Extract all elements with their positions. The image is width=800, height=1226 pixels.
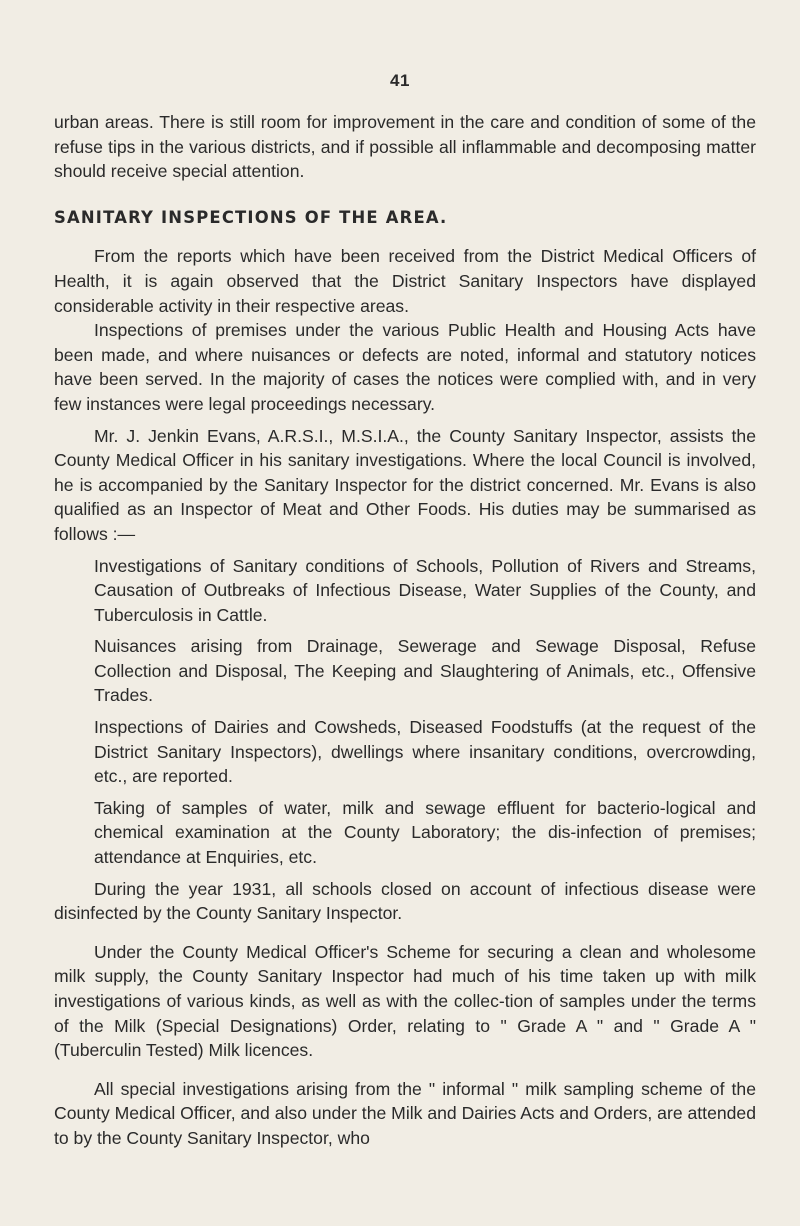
paragraph-reports: From the reports which have been received from the District Medical Officers of Health, it is again observed that the District Sanitary Inspectors have displayed considerable activity in their respective areas. xyxy=(54,246,756,316)
paragraph-milk-scheme: Under the County Medical Officer's Scheme for securing a clean and wholesome milk supply, the County Sanitary Inspector had much of his time taken up with milk investigations of various kinds, as well as with the collec-tion of samples under the terms of the Milk (Special Designations) Order, relating to " Grade A " and " Grade A " (Tuberculin Tested) Milk licences. xyxy=(54,941,756,1061)
page-number: 41 xyxy=(390,71,410,90)
paragraph-disinfection: During the year 1931, all schools closed on account of infectious disease were disinfected by the County Sanitary Inspector. xyxy=(54,878,756,924)
paragraph-refuse-tips: urban areas. There is still room for improvement in the care and condition of some of the refuse tips in the various districts, and if possible all inflammable and decomposing matter should receive special attention. xyxy=(54,112,756,182)
duty-item-dairies: Inspections of Dairies and Cowsheds, Diseased Foodstuffs (at the request of the District Sanitary Inspectors), dwellings where insanitary conditions, overcrowding, etc., are reported. xyxy=(94,717,756,787)
duty-item-investigations: Investigations of Sanitary conditions of Schools, Pollution of Rivers and Streams, Causation of Outbreaks of Infectious Disease, Water Supplies of the County, and Tuberculosis in Cattle. xyxy=(94,555,756,625)
section-heading: SANITARY INSPECTIONS OF THE AREA. xyxy=(54,207,448,227)
page-body xyxy=(54,110,756,1151)
paragraph-special-investigations: All special investigations arising from the " informal " milk sampling scheme of the County Medical Officer, and also under the Milk and Dairies Acts and Orders, are attended to by the County Sanitary Inspector, who xyxy=(54,1078,756,1148)
paragraph-inspections: Inspections of premises under the various Public Health and Housing Acts have been made, and where nuisances or defects are noted, informal and statutory notices have been served. In the majority of cases the notices were complied with, and in very few instances were legal proceedings necessary. xyxy=(54,320,756,414)
duty-item-sampling: Taking of samples of water, milk and sewage effluent for bacterio-logical and chemical examination at the County Laboratory; the dis-infection of premises; attendance at Enquiries, etc. xyxy=(94,797,756,868)
paragraph-county-inspector: Mr. J. Jenkin Evans, A.R.S.I., M.S.I.A., the County Sanitary Inspector, assists the County Medical Officer in his sanitary investigations. Where the local Council is involved, he is accompanied by the Sanitary Inspector for the district concerned. Mr. Evans is also qualified as an Inspector of Meat and Other Foods. His duties may be summarised as follows :— xyxy=(54,425,756,544)
duty-item-nuisances: Nuisances arising from Drainage, Sewerage and Sewage Disposal, Refuse Collection and Disposal, The Keeping and Slaughtering of Animals, etc., Offensive Trades. xyxy=(94,636,756,706)
